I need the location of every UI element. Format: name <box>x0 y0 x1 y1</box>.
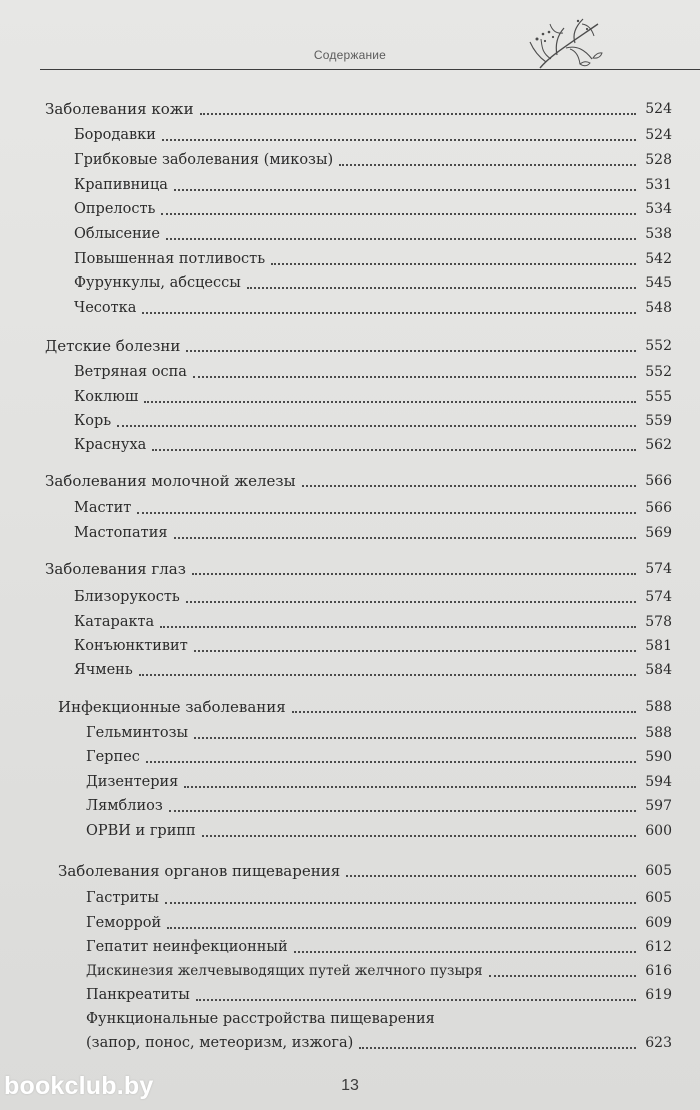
dot-leader <box>144 401 636 403</box>
toc-page-number: 616 <box>645 963 672 979</box>
dot-leader <box>194 650 636 652</box>
toc-page-number: 584 <box>645 662 672 678</box>
toc-entry-wrapped-title: Функциональные расстройства пищеварения <box>86 1011 435 1027</box>
toc-section-digestive-diseases[interactable] <box>58 860 672 882</box>
dot-leader <box>271 263 636 265</box>
toc-entry-title: Гельминтозы <box>86 725 189 741</box>
toc-page-number: 548 <box>645 300 672 316</box>
toc-entry-title: Гепатит неинфекционный <box>86 939 288 955</box>
toc-section-title: Заболевания кожи <box>45 100 194 118</box>
running-head: Содержание <box>313 48 387 62</box>
toc-section-infectious-diseases[interactable] <box>58 696 672 718</box>
toc-entry[interactable] <box>74 149 672 171</box>
toc-page-number: 552 <box>645 338 672 354</box>
toc-entry[interactable] <box>74 611 672 633</box>
toc-entry-title: Гастриты <box>86 890 159 906</box>
toc-entry-title: ОРВИ и грипп <box>86 823 196 839</box>
toc-page-number: 590 <box>645 749 672 765</box>
toc-entry-title: Ветряная оспа <box>74 364 187 380</box>
toc-page-number: 545 <box>645 275 672 291</box>
toc-entry-title: Повышенная потливость <box>74 251 266 267</box>
toc-page-number: 619 <box>645 987 672 1003</box>
toc-entry-title: Облысение <box>74 226 160 242</box>
toc-entry[interactable] <box>86 746 672 768</box>
toc-entry-title: Бородавки <box>74 127 156 143</box>
toc-section-title: Заболевания органов пищеварения <box>58 862 341 880</box>
toc-entry[interactable] <box>74 124 672 146</box>
dot-leader <box>161 213 636 215</box>
toc-page-number: 524 <box>645 101 672 117</box>
dot-leader <box>196 999 636 1001</box>
dot-leader <box>139 674 636 676</box>
dot-leader <box>302 485 636 487</box>
toc-entry[interactable] <box>74 272 672 294</box>
toc-page-number: 552 <box>645 364 672 380</box>
toc-entry-title: Краснуха <box>74 437 147 453</box>
toc-entry[interactable] <box>74 198 672 220</box>
toc-section-children-diseases[interactable] <box>45 335 672 357</box>
toc-entry[interactable] <box>74 635 672 657</box>
toc-entry-title: (запор, понос, метеоризм, изжога) <box>86 1035 354 1051</box>
toc-entry-title: Мастопатия <box>74 525 168 541</box>
toc-page-number: 524 <box>645 127 672 143</box>
toc-section-title: Инфекционные заболевания <box>58 698 286 716</box>
toc-entry[interactable] <box>86 912 672 934</box>
site-watermark: bookclub.by <box>4 1072 154 1100</box>
toc-entry-title: Мастит <box>74 500 132 516</box>
toc-page-number: 605 <box>645 863 672 879</box>
toc-section-title: Детские болезни <box>45 337 181 355</box>
dot-leader <box>162 139 636 141</box>
toc-entry[interactable] <box>86 795 672 817</box>
toc-entry[interactable] <box>74 174 672 196</box>
toc-page-number: 555 <box>645 389 672 405</box>
toc-entry[interactable] <box>74 497 672 519</box>
toc-entry[interactable] <box>74 386 672 408</box>
toc-page-number: 612 <box>645 939 672 955</box>
dot-leader <box>169 810 636 812</box>
dot-leader <box>292 711 636 713</box>
toc-entry-title: Лямблиоз <box>86 798 163 814</box>
dot-leader <box>184 786 636 788</box>
dot-leader <box>194 737 636 739</box>
toc-entry-title: Ячмень <box>74 662 133 678</box>
toc-page-number: 531 <box>645 177 672 193</box>
toc-entry[interactable] <box>86 984 672 1006</box>
toc-page-number: 605 <box>645 890 672 906</box>
dot-leader <box>186 350 636 352</box>
dot-leader <box>117 425 636 427</box>
toc-page-number: 623 <box>645 1035 672 1051</box>
toc-page-number: 574 <box>645 561 672 577</box>
dot-leader <box>165 902 636 904</box>
toc-entry[interactable] <box>86 771 672 793</box>
dot-leader <box>160 626 636 628</box>
dot-leader <box>489 975 636 977</box>
toc-page-number: 588 <box>645 699 672 715</box>
toc-entry-title: Панкреатиты <box>86 987 190 1003</box>
toc-entry-title: Опрелость <box>74 201 156 217</box>
toc-entry[interactable] <box>86 936 672 958</box>
toc-entry[interactable] <box>74 223 672 245</box>
toc-entry-title: Грибковые заболевания (микозы) <box>74 152 334 168</box>
dot-leader <box>202 835 636 837</box>
toc-section-breast-diseases[interactable] <box>45 470 672 492</box>
toc-entry[interactable] <box>86 820 672 842</box>
toc-page-number: 534 <box>645 201 672 217</box>
toc-page-number: 588 <box>645 725 672 741</box>
toc-entry-title: Конъюнктивит <box>74 638 188 654</box>
toc-page-number: 597 <box>645 798 672 814</box>
dot-leader <box>174 537 636 539</box>
dot-leader <box>200 113 636 115</box>
toc-entry[interactable] <box>74 434 672 456</box>
toc-page-number: 609 <box>645 915 672 931</box>
dot-leader <box>137 512 636 514</box>
toc-page-number: 578 <box>645 614 672 630</box>
toc-entry-title: Дизентерия <box>86 774 179 790</box>
toc-entry-title: Герпес <box>86 749 140 765</box>
toc-section-title: Заболевания глаз <box>45 560 186 578</box>
toc-page-number: 542 <box>645 251 672 267</box>
toc-entry[interactable] <box>74 297 672 319</box>
toc-page-number: 566 <box>645 473 672 489</box>
toc-entry[interactable] <box>74 522 672 544</box>
toc-entry-title: Дискинезия желчевыводящих путей желчного пузыря <box>86 963 483 979</box>
toc-page-number: 538 <box>645 226 672 242</box>
toc-section-eye-diseases[interactable] <box>45 558 672 580</box>
toc-entry[interactable] <box>86 887 672 909</box>
dot-leader <box>146 761 636 763</box>
toc-page-number: 574 <box>645 589 672 605</box>
toc-page-number: 581 <box>645 638 672 654</box>
toc-section-skin-diseases[interactable] <box>45 98 672 120</box>
dot-leader <box>294 951 636 953</box>
toc-entry[interactable] <box>74 586 672 608</box>
dot-leader <box>166 238 636 240</box>
toc-page-number: 569 <box>645 525 672 541</box>
page-number: 13 <box>341 1077 359 1094</box>
toc-page-number: 566 <box>645 500 672 516</box>
toc-entry-title: Геморрой <box>86 915 162 931</box>
toc-entry[interactable] <box>74 248 672 270</box>
toc-entry[interactable] <box>86 722 672 744</box>
toc-entry-title: Катаракта <box>74 614 155 630</box>
toc-entry-title: Крапивница <box>74 177 168 193</box>
dot-leader <box>167 927 636 929</box>
toc-entry[interactable] <box>74 361 672 383</box>
dot-leader <box>142 312 636 314</box>
toc-entry-title: Коклюш <box>74 389 139 405</box>
dot-leader <box>152 449 636 451</box>
toc-page-number: 562 <box>645 437 672 453</box>
toc-entry[interactable] <box>86 960 672 982</box>
toc-page-number: 559 <box>645 413 672 429</box>
toc-page-number: 594 <box>645 774 672 790</box>
toc-entry-title: Близорукость <box>74 589 180 605</box>
dot-leader <box>359 1047 636 1049</box>
dot-leader <box>346 875 636 877</box>
toc-entry[interactable] <box>74 410 672 432</box>
dot-leader <box>192 573 636 575</box>
toc-section-title: Заболевания молочной железы <box>45 472 296 490</box>
toc-entry-title: Фурункулы, абсцессы <box>74 275 241 291</box>
dot-leader <box>174 189 636 191</box>
dot-leader <box>193 376 636 378</box>
toc-page-number: 600 <box>645 823 672 839</box>
toc-entry[interactable] <box>74 659 672 681</box>
toc-entry-title: Корь <box>74 413 112 429</box>
toc-entry[interactable] <box>86 1032 672 1054</box>
dot-leader <box>186 601 636 603</box>
toc-entry-title: Чесотка <box>74 300 137 316</box>
toc-page-number: 528 <box>645 152 672 168</box>
dot-leader <box>339 164 636 166</box>
dot-leader <box>247 287 636 289</box>
